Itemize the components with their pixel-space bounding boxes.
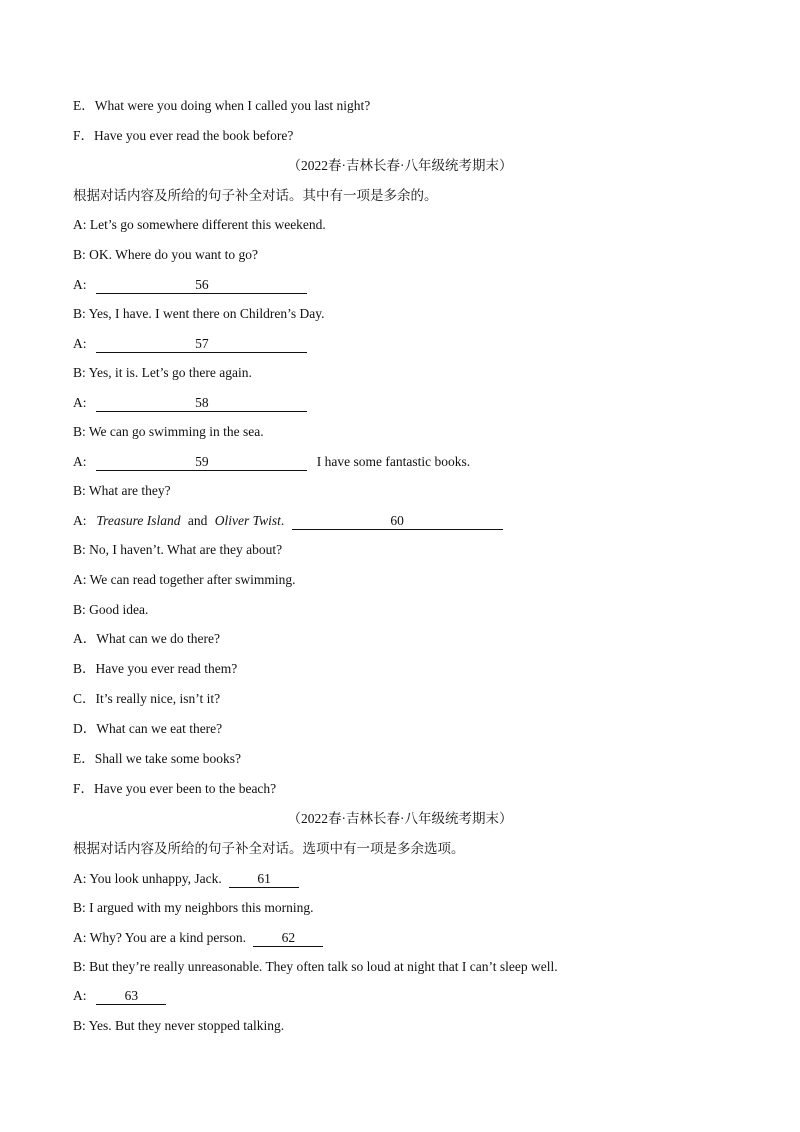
dialogue-text: A: Why? You are a kind person. — [73, 930, 246, 945]
dialogue-line: A: Let’s go somewhere different this weekend. — [73, 217, 326, 232]
dialogue-line — [73, 511, 503, 531]
dialogue-line: B: Good idea. — [73, 602, 149, 617]
speaker-label: A: — [73, 277, 87, 292]
section-instruction: 根据对话内容及所给的句子补全对话。其中有一项是多余的。 — [73, 188, 438, 203]
dialogue-line: B: Yes, it is. Let’s go there again. — [73, 365, 252, 380]
option-f: F．Have you ever read the book before? — [73, 128, 294, 143]
answer-blank-57[interactable]: 57 — [96, 336, 307, 353]
option-d: D．What can we eat there? — [73, 721, 223, 736]
dialogue-line: B: I argued with my neighbors this morning. — [73, 900, 314, 915]
option-e: E．Shall we take some books? — [73, 751, 241, 766]
dialogue-line — [73, 275, 307, 295]
speaker-label: A: — [73, 513, 87, 528]
answer-blank-59[interactable]: 59 — [96, 454, 307, 471]
dialogue-line — [73, 334, 307, 354]
dialogue-line: B: We can go swimming in the sea. — [73, 424, 264, 439]
book-title: Treasure Island — [96, 513, 181, 528]
dialogue-line: B: OK. Where do you want to go? — [73, 247, 258, 262]
answer-blank-61[interactable]: 61 — [229, 871, 299, 888]
dialogue-text: I have some fantastic books. — [316, 454, 471, 469]
section-instruction: 根据对话内容及所给的句子补全对话。选项中有一项是多余选项。 — [73, 841, 465, 856]
option-a: A．What can we do there? — [73, 631, 220, 646]
conjunction: and — [187, 513, 208, 528]
answer-blank-60[interactable]: 60 — [292, 513, 503, 530]
section-source: （2022春·吉林长春·八年级统考期末） — [287, 811, 513, 826]
option-b: B．Have you ever read them? — [73, 661, 238, 676]
dialogue-line: B: Yes, I have. I went there on Children’s Day. — [73, 306, 325, 321]
dialogue-line — [73, 452, 470, 472]
dialogue-text: A: You look unhappy, Jack. — [73, 871, 222, 886]
section-source: （2022春·吉林长春·八年级统考期末） — [287, 158, 513, 173]
dialogue-line — [73, 928, 323, 948]
answer-blank-63[interactable]: 63 — [96, 988, 166, 1005]
dialogue-line — [73, 986, 166, 1006]
speaker-label: A: — [73, 988, 87, 1003]
answer-blank-58[interactable]: 58 — [96, 395, 307, 412]
dialogue-line — [73, 393, 307, 413]
speaker-label: A: — [73, 336, 87, 351]
dialogue-line: B: No, I haven’t. What are they about? — [73, 542, 283, 557]
option-f: F．Have you ever been to the beach? — [73, 781, 277, 796]
dialogue-line: A: We can read together after swimming. — [73, 572, 296, 587]
dialogue-line: B: What are they? — [73, 483, 171, 498]
dialogue-line — [73, 869, 299, 889]
answer-blank-62[interactable]: 62 — [253, 930, 323, 947]
book-title: Oliver Twist — [214, 513, 281, 528]
answer-blank-56[interactable]: 56 — [96, 277, 307, 294]
dialogue-line: B: But they’re really unreasonable. They often talk so loud at night that I can’t sleep well. — [73, 959, 558, 974]
dialogue-line: B: Yes. But they never stopped talking. — [73, 1018, 285, 1033]
punctuation: . — [280, 513, 285, 528]
speaker-label: A: — [73, 454, 87, 469]
option-e: E．What were you doing when I called you last night? — [73, 98, 371, 113]
option-c: C．It’s really nice, isn’t it? — [73, 691, 221, 706]
speaker-label: A: — [73, 395, 87, 410]
